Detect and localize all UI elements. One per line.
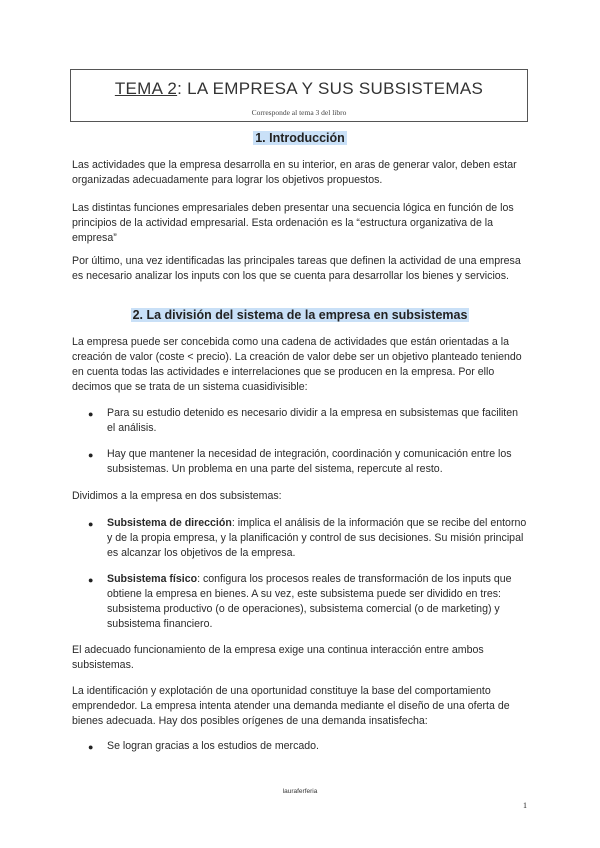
paragraph: La identificación y explotación de una oportunidad constituye la base del comportamiento emprendedor. La empresa intenta atender una demanda mediante el diseño de una oferta de bienes adecuada. Hay dos posibles orígenes de una demanda insatisfecha: (72, 685, 510, 727)
bullet-icon: ● (88, 409, 94, 419)
list-item: Para su estudio detenido es necesario dividir a la empresa en subsistemas que faciliten el análisis. (107, 407, 519, 434)
title-topic: TEMA 2 (114, 79, 178, 98)
title-text: : LA EMPRESA Y SUS SUBSISTEMAS (177, 79, 484, 98)
page-number: 1 (523, 801, 527, 810)
paragraph: El adecuado funcionamiento de la empresa exige una continua interacción entre ambos subsistemas. (72, 644, 484, 671)
bullet-icon: ● (88, 742, 94, 752)
list-item: Hay que mantener la necesidad de integración, coordinación y comunicación entre los subsistemas. Un problema en una parte del sistema, repercute al resto. (107, 448, 512, 475)
list-item-subsistema-fisico: Subsistema físico: configura los procesos reales de transformación de los inputs que obtiene la empresa en bienes. A su vez, este subsistema puede ser dividido en tres: subsistema productivo (o de operaciones), subsistema comercial (o de marketing) y subsistema financiero. (107, 573, 512, 630)
paragraph: Las distintas funciones empresariales deben presentar una secuencia lógica en función de los principios de la actividad empresarial. Esta ordenación es la “estructura organizativa de la empresa” (72, 202, 514, 244)
section-heading-introduccion: 1. Introducción (255, 131, 345, 145)
paragraph: Por último, una vez identificadas las principales tareas que definen la actividad de una empresa es necesario analizar los inputs con los que se cuenta para desarrollar los bienes y servicios. (72, 255, 521, 282)
bullet-icon: ● (88, 450, 94, 460)
list-item-subsistema-direccion: Subsistema de dirección: implica el análisis de la información que se recibe del entorno y de la propia empresa, y la planificación y control de sus decisiones. Su misión principal es alcanzar los objetivos de la empresa. (107, 517, 527, 559)
title-box (70, 69, 528, 122)
paragraph: Dividimos a la empresa en dos subsistemas: (72, 490, 282, 502)
paragraph: Las actividades que la empresa desarrolla en su interior, en aras de generar valor, deben estar organizadas adecuadamente para lograr los objetivos propuestos. (72, 159, 517, 186)
section-heading-subsistemas: 2. La división del sistema de la empresa en subsistemas (132, 308, 468, 322)
bullet-icon: ● (88, 519, 94, 529)
bullet-icon: ● (88, 575, 94, 585)
document-subtitle: Corresponde al tema 3 del libro (251, 108, 347, 117)
paragraph: La empresa puede ser concebida como una cadena de actividades que están orientadas a la creación de valor (coste < precio). La creación de valor debe ser un objetivo planteado teniendo en cuenta todas las actividades e interrelaciones que se producen en la empresa. Por ello decimos que se trata de un sistema cuasidivisible: (72, 336, 522, 393)
footer-author: lauraferferia (282, 788, 318, 795)
document-title (71, 79, 527, 99)
list-item: Se logran gracias a los estudios de mercado. (107, 740, 319, 752)
